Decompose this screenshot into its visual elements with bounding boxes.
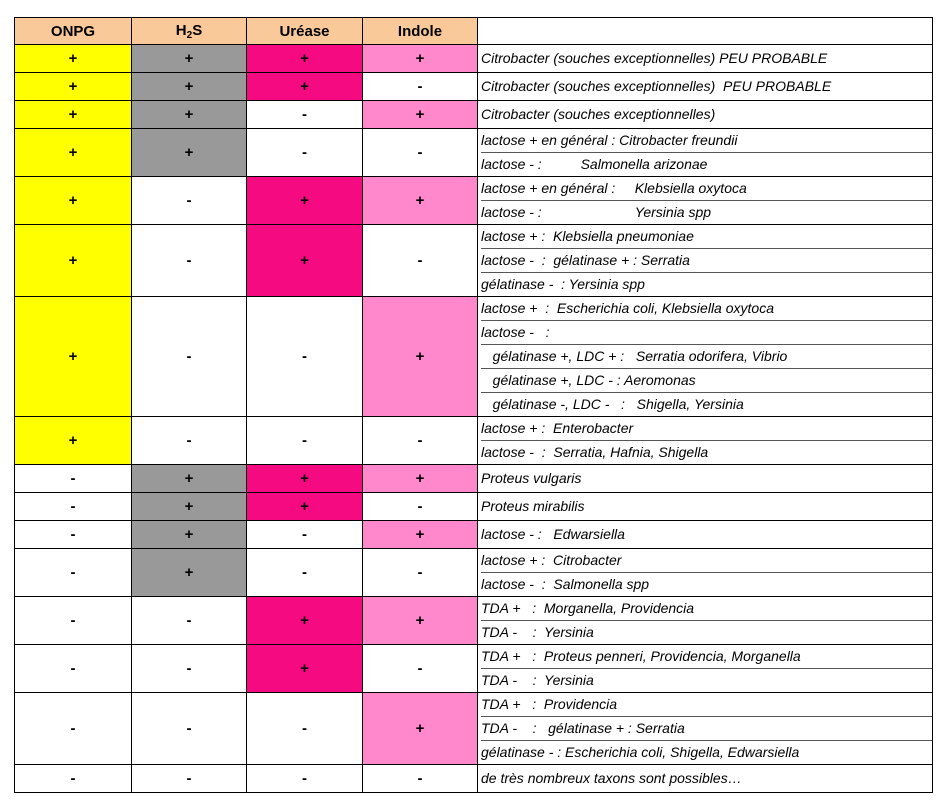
result-line: lactose - : Salmonella spp [481,576,650,592]
urease-cell: - [247,417,363,465]
table-row [15,693,933,765]
table-row [15,597,933,645]
result-cell [478,297,933,417]
result-line: lactose + : Klebsiella pneumoniae [481,225,932,249]
h2s-cell: + [132,45,247,73]
result-line: Proteus vulgaris [481,470,582,486]
result-cell [478,521,933,549]
header-indole: Indole [363,18,478,45]
indole-cell: - [363,765,478,793]
indole-cell: + [363,297,478,417]
result-line: Citrobacter (souches exceptionnelles) PEU PROBABLE [481,50,828,66]
urease-cell: + [247,465,363,493]
indole-cell: - [363,549,478,597]
header-onpg: ONPG [15,18,132,45]
result-line: lactose - : Edwarsiella [481,526,625,542]
result-cell [478,45,933,73]
h2s-cell: - [132,417,247,465]
result-line: lactose - : [481,321,932,345]
urease-cell: + [247,73,363,101]
result-line: lactose + : Escherichia coli, Klebsiella oxytoca [481,297,932,321]
onpg-cell: - [15,645,132,693]
result-line: gélatinase - : Escherichia coli, Shigella, Edwarsiella [481,744,800,760]
table-row [15,521,933,549]
result-line: Proteus mirabilis [481,498,585,514]
header-h2s [132,18,247,45]
urease-cell: + [247,177,363,225]
result-line: Citrobacter (souches exceptionnelles) PEU PROBABLE [481,78,832,94]
onpg-cell: + [15,177,132,225]
h2s-cell: + [132,129,247,177]
onpg-cell: - [15,465,132,493]
onpg-cell: - [15,693,132,765]
indole-cell: + [363,465,478,493]
result-cell [478,129,933,177]
table-row [15,101,933,129]
header-h2s-subscript: 2 [186,29,193,41]
result-line: lactose + : Citrobacter [481,549,932,573]
result-line: gélatinase - : Yersinia spp [481,276,645,292]
result-line: lactose - : Yersinia spp [481,204,712,220]
result-line: TDA - : Yersinia [481,624,594,640]
urease-cell: - [247,521,363,549]
result-cell [478,645,933,693]
onpg-cell: - [15,521,132,549]
result-line: lactose - : Salmonella arizonae [481,156,708,172]
result-cell [478,101,933,129]
result-line: lactose + en général : Citrobacter freundii [481,129,932,153]
onpg-cell: + [15,417,132,465]
result-cell [478,549,933,597]
result-line: TDA + : Providencia [481,693,932,717]
onpg-cell: + [15,73,132,101]
result-cell [478,693,933,765]
indole-cell: + [363,693,478,765]
urease-cell: - [247,765,363,793]
table-row [15,297,933,417]
urease-cell: + [247,493,363,521]
urease-cell: - [247,549,363,597]
table-row [15,225,933,297]
table-row [15,129,933,177]
table-body [15,45,933,793]
header-h2s-s: S [192,21,203,39]
result-cell [478,765,933,793]
h2s-cell: + [132,521,247,549]
urease-cell: + [247,597,363,645]
urease-cell: - [247,101,363,129]
onpg-cell: - [15,549,132,597]
indole-cell: - [363,493,478,521]
result-cell [478,177,933,225]
urease-cell: + [247,225,363,297]
indole-cell: - [363,129,478,177]
onpg-cell: + [15,129,132,177]
table-row [15,73,933,101]
h2s-cell: - [132,693,247,765]
urease-cell: - [247,693,363,765]
h2s-cell: - [132,645,247,693]
header-result [478,18,933,45]
table-row [15,177,933,225]
result-line: gélatinase -, LDC - : Shigella, Yersinia [481,396,744,412]
result-cell [478,417,933,465]
identification-table [14,17,933,793]
header-row [15,18,933,45]
header-urease: Uréase [247,18,363,45]
onpg-cell: + [15,297,132,417]
result-line: lactose - : gélatinase + : Serratia [481,249,932,273]
h2s-cell: + [132,493,247,521]
onpg-cell: - [15,493,132,521]
h2s-cell: - [132,225,247,297]
onpg-cell: + [15,101,132,129]
h2s-cell: + [132,465,247,493]
indole-cell: - [363,645,478,693]
result-line: TDA - : Yersinia [481,672,594,688]
urease-cell: + [247,45,363,73]
table-row [15,549,933,597]
h2s-cell: + [132,73,247,101]
h2s-cell: + [132,549,247,597]
result-cell [478,493,933,521]
result-line: gélatinase +, LDC - : Aeromonas [481,369,932,393]
result-line: lactose - : Serratia, Hafnia, Shigella [481,444,709,460]
urease-cell: + [247,645,363,693]
onpg-cell: + [15,225,132,297]
result-line: lactose + : Enterobacter [481,417,932,441]
indole-cell: - [363,417,478,465]
urease-cell: - [247,129,363,177]
h2s-cell: - [132,765,247,793]
indole-cell: + [363,101,478,129]
table-row [15,45,933,73]
result-line: gélatinase +, LDC + : Serratia odorifera, Vibrio [481,345,932,369]
onpg-cell: - [15,597,132,645]
table-row [15,645,933,693]
result-cell [478,225,933,297]
table-row [15,417,933,465]
result-line: de très nombreux taxons sont possibles… [481,770,742,786]
indole-cell: + [363,597,478,645]
indole-cell: + [363,177,478,225]
onpg-cell: - [15,765,132,793]
result-line: TDA - : gélatinase + : Serratia [481,717,932,741]
result-cell [478,73,933,101]
urease-cell: - [247,297,363,417]
onpg-cell: + [15,45,132,73]
table-row [15,493,933,521]
h2s-cell: - [132,597,247,645]
result-line: Citrobacter (souches exceptionnelles) [481,106,716,122]
result-cell [478,597,933,645]
header-h2s-h: H [175,21,187,39]
indole-cell: + [363,45,478,73]
table-row [15,465,933,493]
result-cell [478,465,933,493]
h2s-cell: - [132,177,247,225]
table-row [15,765,933,793]
result-line: lactose + en général : Klebsiella oxytoca [481,177,932,201]
h2s-cell: + [132,101,247,129]
h2s-cell: - [132,297,247,417]
indole-cell: - [363,225,478,297]
indole-cell: - [363,73,478,101]
result-line: TDA + : Proteus penneri, Providencia, Morganella [481,645,932,669]
indole-cell: + [363,521,478,549]
result-line: TDA + : Morganella, Providencia [481,597,932,621]
